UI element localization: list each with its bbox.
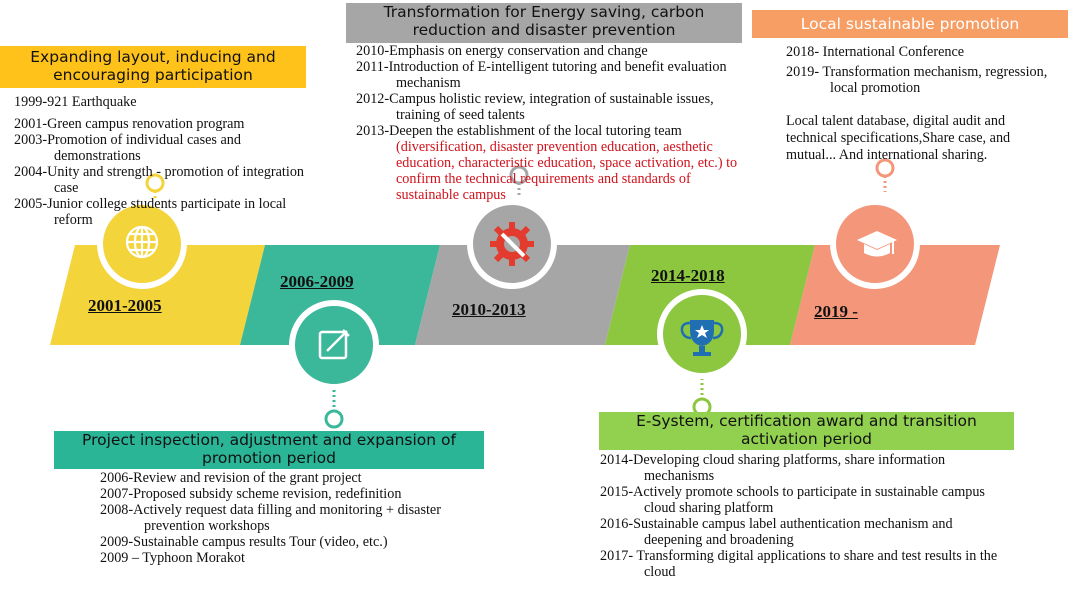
box5-item: 2018- International Conference	[786, 44, 965, 60]
box3-item: 2010-Emphasis on energy conservation and change	[356, 43, 648, 59]
box2-title: Project inspection, adjustment and expansion of promotion period	[54, 431, 484, 469]
period-label-2: 2006-2009	[280, 272, 354, 291]
box2-item: 2008-Actively request data filling and monitoring + disaster prevention workshops	[100, 502, 441, 534]
box4-title: E-System, certification award and transition activation period	[599, 412, 1014, 450]
box4-item: 2017- Transforming digital applications to share and test results in the cloud	[600, 548, 998, 580]
box1-title: Expanding layout, inducing and encouraging participation	[0, 46, 306, 88]
box3-item: 2012-Campus holistic review, integration of sustainable issues, training of seed talents	[356, 91, 714, 123]
box2-list	[100, 470, 480, 566]
gear-wrench-icon	[490, 222, 534, 266]
box4-item: 2015-Actively promote schools to participate in sustainable campus cloud sharing platform	[600, 484, 985, 516]
box3-item-2013: 2013-Deepen the establishment of the local tutoring team	[356, 123, 682, 139]
box1-item: 2001-Green campus renovation program	[14, 116, 245, 132]
box5-list	[786, 44, 1066, 96]
period-label-5: 2019 -	[814, 302, 858, 321]
period-label-4: 2014-2018	[651, 266, 725, 285]
box1-item: 1999-921 Earthquake	[14, 94, 137, 110]
connector-5	[877, 160, 893, 192]
box4-item: 2016-Sustainable campus label authentication mechanism and deepening and broadening	[600, 516, 953, 548]
box1-item: 2004-Unity and strength - promotion of integration case	[14, 164, 305, 196]
box3-item: 2011-Introduction of E-intelligent tutoring and benefit evaluation mechanism	[356, 59, 727, 91]
box4-list	[600, 452, 1010, 580]
box1-item: 2003-Promotion of individual cases and demonstrations	[14, 132, 241, 164]
box2-item: 2009 – Typhoon Morakot	[100, 550, 245, 566]
box2-item: 2009-Sustainable campus results Tour (video, etc.)	[100, 534, 388, 550]
box1-list	[14, 94, 304, 228]
box2-item: 2006-Review and revision of the grant project	[100, 470, 362, 486]
globe-icon	[127, 227, 157, 257]
box1-item: 2005-Junior college students participate in local reform	[14, 196, 287, 228]
period-label-3: 2010-2013	[452, 300, 526, 319]
period-label-1: 2001-2005	[88, 296, 162, 315]
box5-title: Local sustainable promotion	[752, 10, 1068, 38]
box4-item: 2014-Developing cloud sharing platforms, share information mechanisms	[600, 452, 946, 484]
box5-paragraph: Local talent database, digital audit and technical specifications,Share case, and mutual... And international sharing.	[786, 113, 1011, 163]
box3-item-2013-highlight: (diversification, disaster prevention education, aesthetic education, characteristic education, space activation, etc.) to confirm the technical requirements and standards of sustainable campus	[396, 139, 738, 203]
box2-item: 2007-Proposed subsidy scheme revision, redefinition	[100, 486, 402, 502]
box3-title: Transformation for Energy saving, carbon reduction and disaster prevention	[346, 3, 742, 43]
box3-list	[356, 43, 746, 203]
box5-item: 2019- Transformation mechanism, regression, local promotion	[786, 64, 1048, 96]
